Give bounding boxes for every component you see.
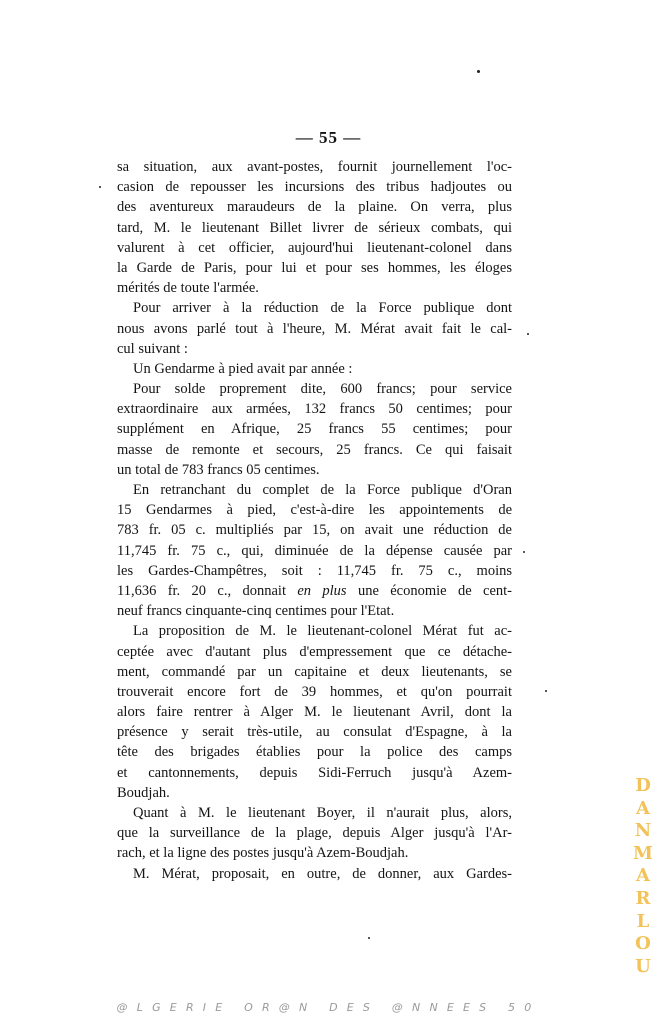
text-line: ceptée avec d'autant plus d'empressement que ce détache-	[117, 643, 512, 660]
scan-speck	[368, 937, 370, 939]
text-line: et cantonnements, depuis Sidi-Ferruch jusqu'à Azem-	[117, 764, 512, 781]
text-line: ment, commandé par un capitaine et deux lieutenants, se	[117, 663, 512, 680]
page-number: — 55 —	[295, 128, 362, 147]
watermark-letter: O	[635, 933, 651, 955]
watermark-letter: U	[635, 955, 651, 977]
text-line: extraordinaire aux armées, 132 francs 50 centimes; pour	[117, 401, 512, 418]
text-line: 11,745 fr. 75 c., qui, diminuée de la dépense causée par	[117, 542, 512, 559]
text-line: M. Mérat, proposait, en outre, de donner, aux Gardes-	[133, 865, 512, 882]
text-line: Pour arriver à la réduction de la Force publique dont	[133, 300, 512, 317]
text-line: neuf francs cinquante-cinq centimes pour l'Etat.	[117, 603, 395, 620]
watermark-letter: M	[633, 842, 653, 864]
watermark-letter: L	[636, 910, 650, 932]
text-line: supplément en Afrique, 25 francs 55 centimes; pour	[117, 421, 512, 438]
footer-caption: @LGERIE OR@N DES @NNEES 50	[116, 1001, 541, 1014]
text-line: trouverait encore fort de 39 hommes, et qu'on pourrait	[117, 683, 512, 700]
scan-speck	[545, 690, 547, 692]
scan-speck	[99, 186, 101, 188]
text-line: 11,636 fr. 20 c., donnait en plus une économie de cent-	[117, 582, 513, 599]
text-line: casion de repousser les incursions des tribus hadjoutes ou	[117, 179, 512, 196]
text-line: Quant à M. le lieutenant Boyer, il n'aurait plus, alors,	[133, 805, 512, 821]
text-line: les Gardes-Champêtres, soit : 11,745 fr. 75 c., moins	[117, 562, 512, 579]
text-line: En retranchant du complet de la Force publique d'Oran	[133, 482, 512, 498]
watermark-letter: N	[634, 820, 652, 842]
text-line: que la surveillance de la plage, depuis Alger jusqu'à l'Ar-	[117, 825, 512, 842]
scan-speck	[523, 551, 525, 553]
scan-speck	[477, 70, 480, 73]
text-line: tête des brigades établies pour la police des camps	[117, 744, 512, 761]
text-line: sa situation, aux avant-postes, fournit journellement l'oc-	[117, 159, 512, 175]
text-line: alors faire rentrer à Alger M. le lieutenant Avril, dont la	[117, 704, 512, 721]
text-line: nous avons parlé tout à l'heure, M. Mérat avait fait le cal-	[117, 320, 512, 337]
watermark-letter: R	[635, 887, 651, 909]
text-line: Boudjah.	[117, 784, 170, 801]
text-line: tard, M. le lieutenant Billet livrer de sérieux combats, qui	[117, 219, 512, 236]
text-line: 783 fr. 05 c. multipliés par 15, on avait une réduction de	[117, 522, 512, 539]
text-line: 15 Gendarmes à pied, c'est-à-dire les appointements de	[117, 502, 512, 519]
text-line: Pour solde proprement dite, 600 francs; pour service	[133, 381, 512, 398]
text-line: Un Gendarme à pied avait par année :	[133, 360, 353, 377]
text-line: masse de remonte et secours, 25 francs. Ce qui faisait	[117, 441, 512, 458]
text-line: présence y serait très-utile, au consulat d'Espagne, à la	[117, 724, 512, 741]
text-line: mérités de toute l'armée.	[117, 280, 259, 297]
text-line: rach, et la ligne des postes jusqu'à Azem-Boudjah.	[117, 845, 409, 862]
text-line: valurent à cet officier, aujourd'hui lieutenant-colonel dans	[117, 239, 512, 256]
text-line: La proposition de M. le lieutenant-colonel Mérat fut ac-	[133, 623, 512, 640]
watermark-text	[632, 775, 654, 978]
text-line: un total de 783 francs 05 centimes.	[117, 461, 320, 478]
text-line: cul suivant :	[117, 340, 188, 357]
text-line: la Garde de Paris, pour lui et pour ses hommes, les éloges	[117, 259, 512, 276]
body-text	[117, 157, 512, 884]
watermark-letter: D	[635, 775, 651, 796]
watermark-letter: A	[636, 865, 650, 887]
watermark-letter: A	[636, 797, 650, 819]
scan-speck	[527, 333, 529, 335]
text-line: des aventureux maraudeurs de la plaine. On verra, plus	[117, 199, 512, 216]
